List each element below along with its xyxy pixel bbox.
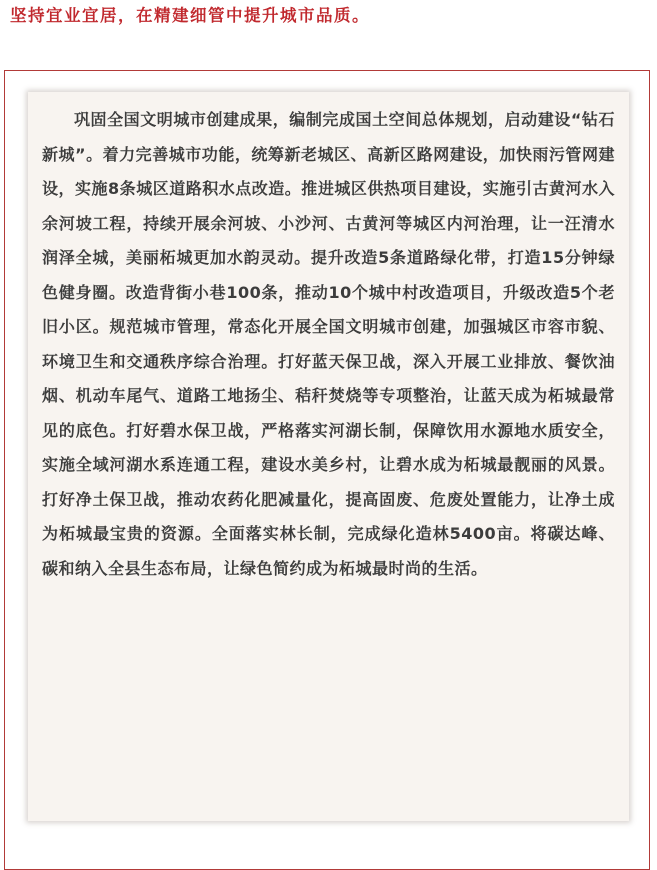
body-paragraph: 巩固全国文明城市创建成果，编制完成国土空间总体规划，启动建设“钻石新城”。着力完善城市功能，统筹新老城区、高新区路网建设，加快雨污管网建设，实施8条城区道路积水点改造。推进城区供热项目建设，实施引古黄河水入余河坡工程，持续开展余河坡、小沙河、古黄河等城区内河治理，让一汪清水润泽全城，美丽柘城更加水韵灵动。提升改造5条道路绿化带，打造15分钟绿色健身圈。改造背街小巷100条，推动10个城中村改造项目，升级改造5个老旧小区。规范城市管理，常态化开展全国文明城市创建，加强城区市容市貌、环境卫生和交通秩序综合治理。打好蓝天保卫战，深入开展工业排放、餐饮油烟、机动车尾气、道路工地扬尘、秸秆焚烧等专项整治，让蓝天成为柘城最常见的底色。打好碧水保卫战，严格落实河湖长制，保障饮用水源地水质安全，实施全域河湖水系连通工程，建设水美乡村，让碧水成为柘城最靓丽的风景。打好净土保卫战，推动农药化肥减量化，提高固废、危废处置能力，让净土成为柘城最宝贵的资源。全面落实林长制，完成绿化造林5400亩。将碳达峰、碳和纳入全县生态布局，让绿色简约成为柘城最时尚的生活。 <box>42 110 615 578</box>
section-heading: 坚持宜业宜居，在精建细管中提升城市品质。 <box>10 6 370 25</box>
text-card <box>28 92 629 821</box>
